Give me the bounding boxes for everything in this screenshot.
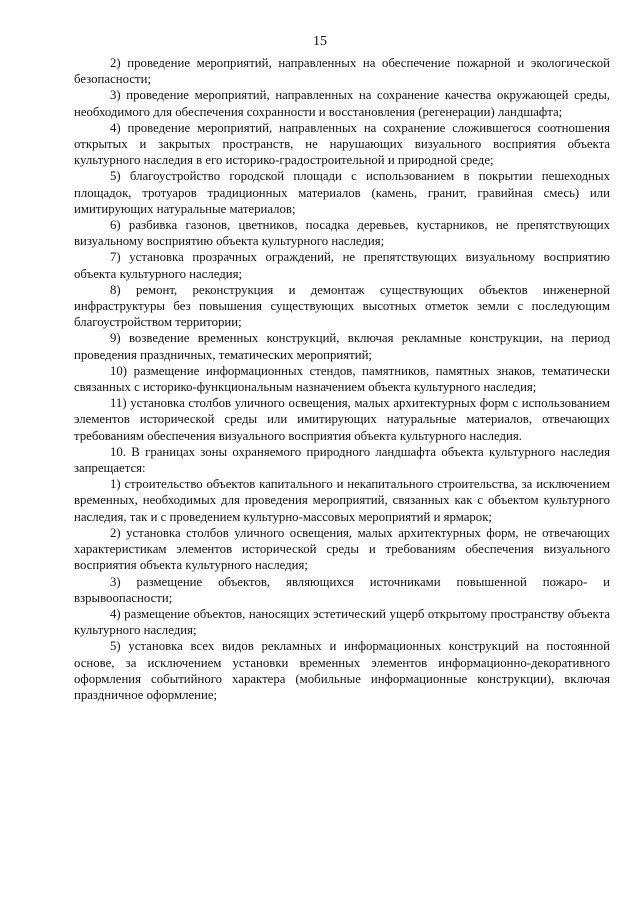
paragraph: 9) возведение временных конструкций, включая рекламные конструкции, на период проведения праздничных, тематических мероприятий; [74, 331, 610, 362]
paragraph: 10) размещение информационных стендов, памятников, памятных знаков, тематически связанных с историко-функциональным назначением объекта культурного наследия; [74, 363, 610, 395]
paragraph: 5) установка всех видов рекламных и информационных конструкций на постоянной основе, за исключением установки временных элементов информационно-декоративного оформления событийного характера (мобильные информационные конструкции), включая праздничное оформление; [74, 639, 610, 702]
paragraph: 8) ремонт, реконструкция и демонтаж существующих объектов инженерной инфраструктуры без повышения существующих высотных отметок земли с последующим благоустройством территории; [74, 282, 610, 330]
paragraph: 11) установка столбов уличного освещения, малых архитектурных форм с использованием элементов исторической среды или имитирующих натуральные материалов, отвечающих требованиям обеспечения визуального восприятия объекта культурного наследия. [74, 396, 610, 443]
paragraph: 3) проведение мероприятий, направленных на сохранение качества окружающей среды, необходимого для обеспечения сохранности и восстановления (регенерации) ландшафта; [74, 88, 610, 119]
paragraph: 3) размещение объектов, являющихся источниками повышенной пожаро- и взрывоопасности; [74, 574, 610, 605]
paragraph: 4) проведение мероприятий, направленных на сохранение сложившегося соотношения открытых и закрытых пространств, не нарушающих визуального восприятия объекта культурного наследия в его историко-градостроительной и природной среде; [74, 120, 610, 168]
paragraph: 5) благоустройство городской площади с использованием в покрытии пешеходных площадок, тротуаров традиционных материалов (камень, гранит, гравийная смесь) или имитирующих натуральные материалов; [74, 169, 610, 216]
document-body [74, 55, 610, 703]
page-number: 15 [313, 34, 327, 49]
paragraph: 6) разбивка газонов, цветников, посадка деревьев, кустарников, не препятствующих визуальному восприятию объекта культурного наследия; [74, 218, 610, 249]
paragraph: 1) строительство объектов капитального и некапитального строительства, за исключением временных, необходимых для проведения мероприятий, связанных как с объектом культурного наследия, так и с проведением культурно-массовых мероприятий и ярмарок; [74, 477, 610, 524]
paragraph: 2) установка столбов уличного освещения, малых архитектурных форм, не отвечающих характеристикам элементов исторической среды и требованиям обеспечения визуального восприятия объекта культурного наследия; [74, 525, 610, 573]
section-heading-paragraph: 10. В границах зоны охраняемого природного ландшафта объекта культурного наследия запрещается: [74, 444, 610, 476]
paragraph: 7) установка прозрачных ограждений, не препятствующих визуальному восприятию объекта культурного наследия; [74, 250, 610, 281]
paragraph: 2) проведение мероприятий, направленных на обеспечение пожарной и экологической безопасности; [74, 56, 610, 87]
paragraph: 4) размещение объектов, наносящих эстетический ущерб открытому пространству объекта культурного наследия; [74, 606, 610, 638]
